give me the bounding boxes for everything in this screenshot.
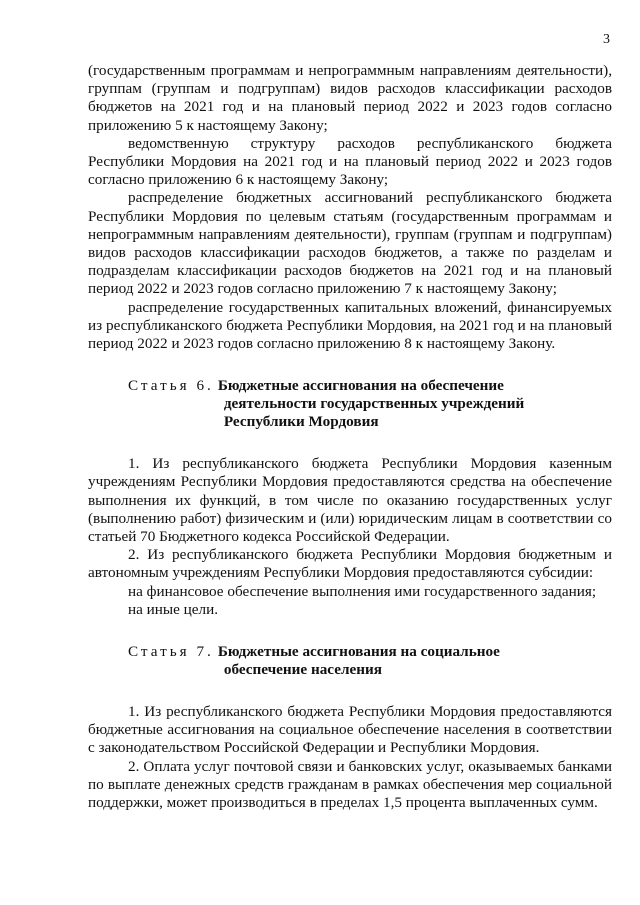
article-7-label: Статья 7. [128,643,214,661]
paragraph-budget-allocation: распределение бюджетных ассигнований республиканского бюджета Республики Мордовия по целевым статьям (государственным программам и непрограммным направлениям деятельности), группам (группам и подгруппам) видов расходов классификации расходов бюджетов, а также по разделам и подразделам классификации расходов бюджетов на 2021 год и на плановый период 2022 и 2023 годов согласно приложению 7 к настоящему Закону; [88,189,612,298]
article-7-body [88,703,612,812]
paragraph-continuation: (государственным программам и непрограммным направлениям деятельности), группам (группам и подгруппам) видов расходов классификации расходов бюджетов на 2021 год и на плановый период 2022 и 2023 годов согласно приложению 5 к настоящему Закону; [88,62,612,134]
article-7-paragraph-1: 1. Из республиканского бюджета Республики Мордовия предоставляются бюджетные ассигнования на социальное обеспечение населения в соответствии с законодательством Российской Федерации и Республики Мордовия. [88,703,612,757]
page-number: 3 [603,32,610,47]
paragraph-departmental-structure: ведомственную структуру расходов республиканского бюджета Республики Мордовия на 2021 год и на плановый период 2022 и 2023 годов согласно приложению 6 к настоящему Закону; [88,134,612,189]
paragraph-capital-investments: распределение государственных капитальных вложений, финансируемых из республиканского бюджета Республики Мордовия, на 2021 год и на плановый период 2022 и 2023 годов согласно приложению 8 к настоящему Закону. [88,298,612,353]
article-6-subsidy-item: на иные цели. [128,600,219,618]
article-7-title-line: обеспечение населения [223,661,382,679]
article-6-paragraph-1: 1. Из республиканского бюджета Республики Мордовия казенным учреждениям Республики Мордовия предоставляются средства на обеспечение выполнения их функций, в том числе по оказанию государственных услуг (выполнению работ) физическим и (или) юридическим лицам в соответствии со статьей 70 Бюджетного кодекса Российской Федерации. [88,455,612,546]
article-6-title-line: Республики Мордовия [223,413,379,431]
article-6-title [218,377,524,431]
article-6-body [88,455,612,619]
article-7-heading [88,643,612,679]
document-body [88,62,612,812]
article-6-title-line: деятельности государственных учреждений [223,395,525,413]
article-6-subsidy-item: на финансовое обеспечение выполнения ими государственного задания; [128,582,597,600]
article-7-title [218,643,500,679]
article-6-paragraph-2: 2. Из республиканского бюджета Республики Мордовия бюджетным и автономным учреждениям Республики Мордовия предоставляются субсидии: [88,546,612,582]
article-6-label: Статья 6. [128,377,214,395]
article-7-paragraph-2: 2. Оплата услуг почтовой связи и банковских услуг, оказываемых банками по выплате денежных средств гражданам в рамках обеспечения мер социальной поддержки, может производиться в пределах 1,5 процента выплаченных сумм. [88,757,612,812]
article-6-heading [88,377,612,431]
article-6-title-line: Бюджетные ассигнования на обеспечение [217,377,504,395]
article-7-title-line: Бюджетные ассигнования на социальное [217,643,500,661]
